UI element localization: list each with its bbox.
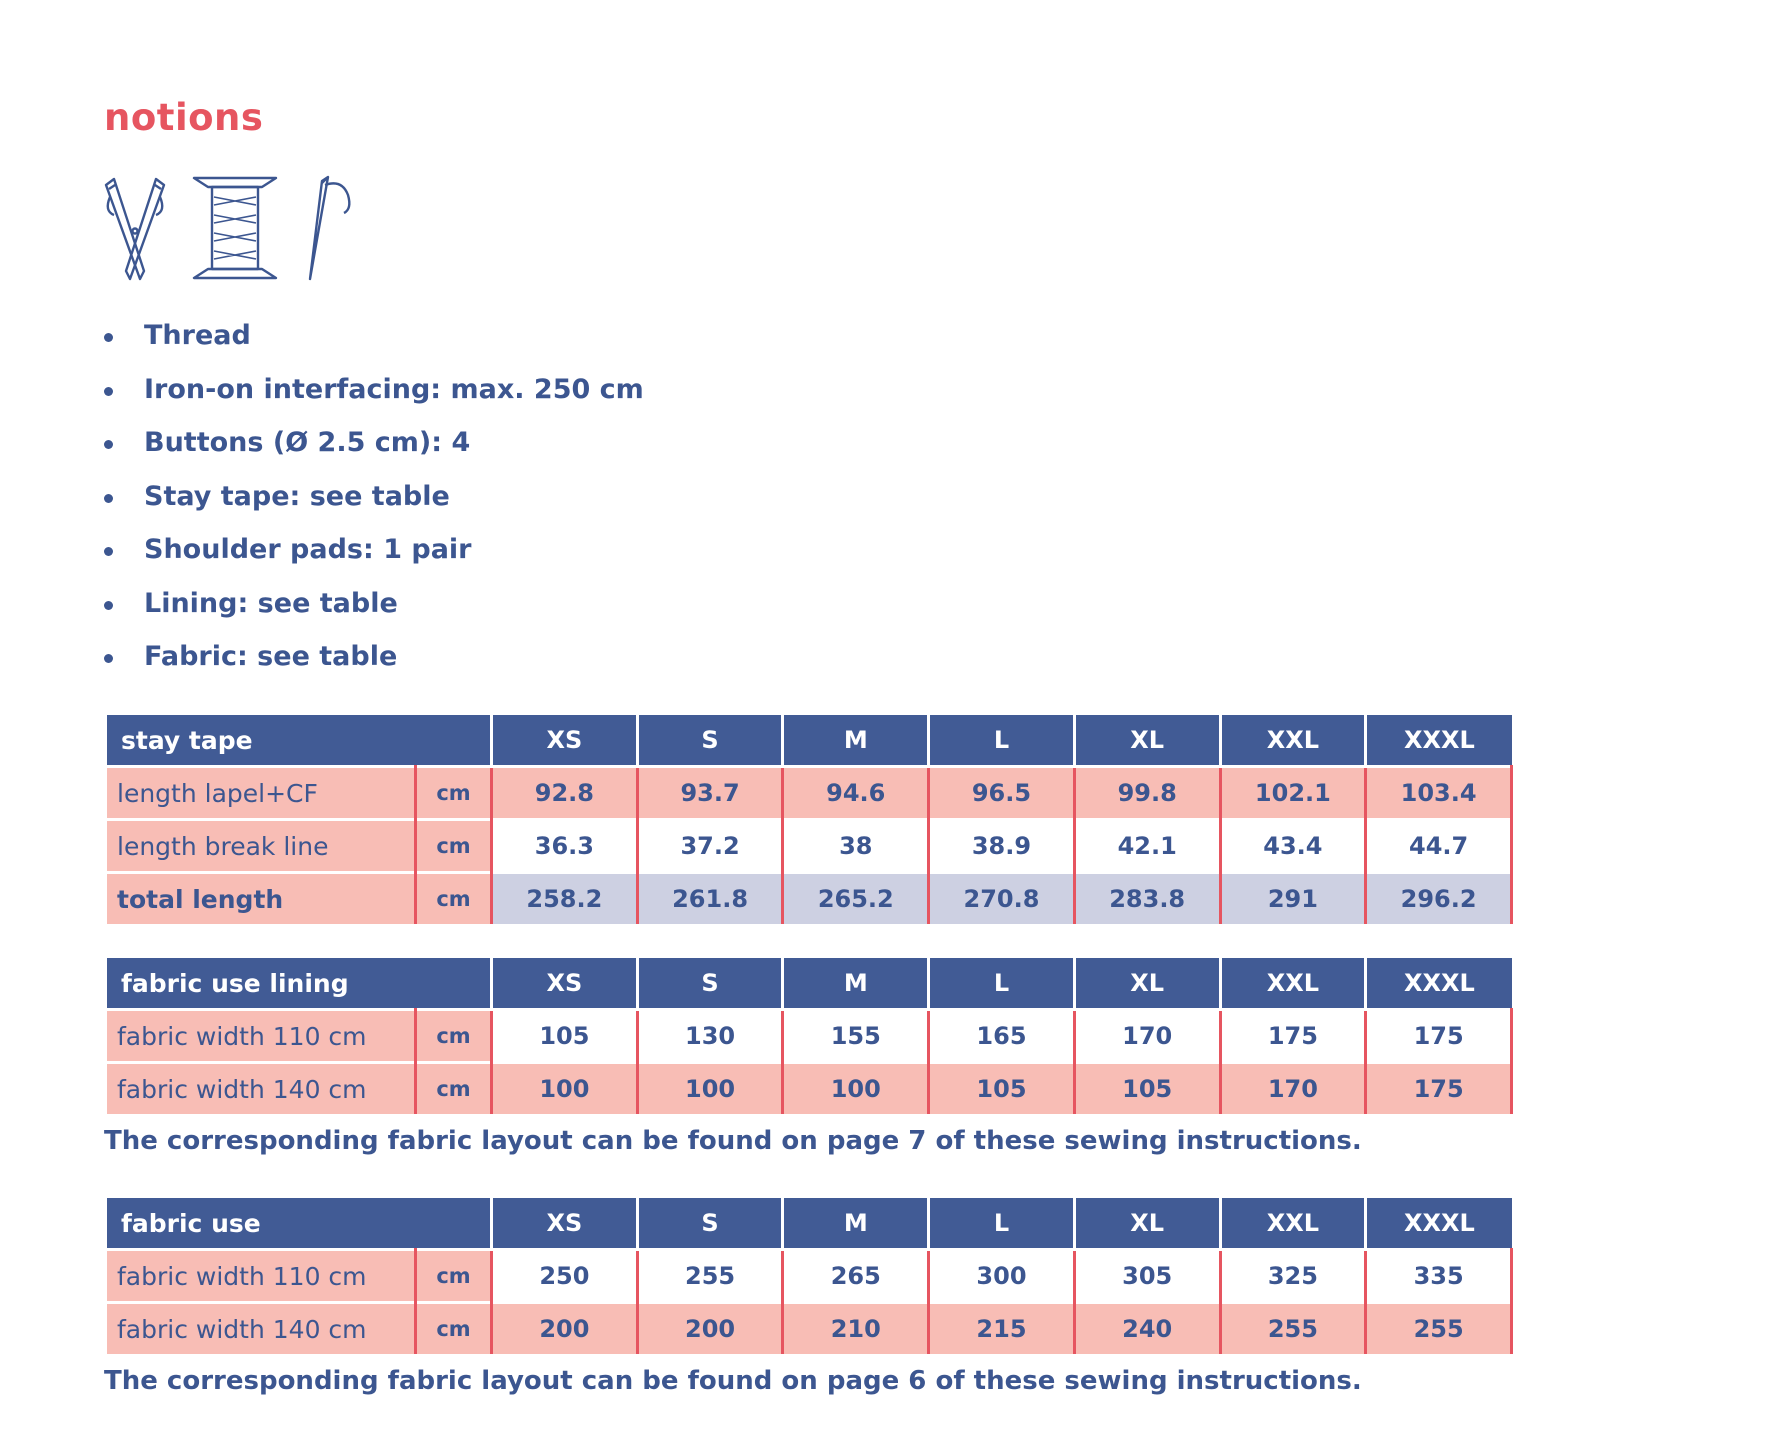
row-unit: cm bbox=[416, 767, 492, 820]
size-header: L bbox=[929, 957, 1075, 1010]
table-cell: 305 bbox=[1074, 1250, 1220, 1303]
table-cell: 265.2 bbox=[783, 873, 929, 925]
table-cell: 38.9 bbox=[929, 820, 1075, 873]
size-header: M bbox=[783, 957, 929, 1010]
row-label: total length bbox=[106, 873, 416, 925]
row-label: fabric width 110 cm bbox=[106, 1250, 416, 1303]
size-header: XS bbox=[492, 1197, 638, 1250]
fabric-use-lining-table bbox=[104, 955, 1513, 1114]
table-row bbox=[106, 1250, 1512, 1303]
table-cell: 258.2 bbox=[492, 873, 638, 925]
table-cell: 36.3 bbox=[492, 820, 638, 873]
table-cell: 175 bbox=[1366, 1063, 1512, 1115]
table-title: stay tape bbox=[106, 714, 492, 767]
table-row bbox=[106, 1063, 1512, 1115]
size-header: M bbox=[783, 714, 929, 767]
table-cell: 200 bbox=[637, 1303, 783, 1355]
list-item: Stay tape: see table bbox=[104, 479, 644, 533]
table-cell: 170 bbox=[1220, 1063, 1366, 1115]
size-header: XXXL bbox=[1366, 1197, 1512, 1250]
notions-icons bbox=[100, 175, 360, 281]
scissors-icon bbox=[100, 175, 170, 281]
table-cell: 200 bbox=[492, 1303, 638, 1355]
table-cell: 325 bbox=[1220, 1250, 1366, 1303]
size-header: XXXL bbox=[1366, 957, 1512, 1010]
size-header: M bbox=[783, 1197, 929, 1250]
row-unit: cm bbox=[416, 820, 492, 873]
fabric-layout-note: The corresponding fabric layout can be found on page 6 of these sewing instructions. bbox=[104, 1366, 1362, 1396]
table-header-row bbox=[106, 1197, 1512, 1250]
table-cell: 93.7 bbox=[637, 767, 783, 820]
table-cell: 43.4 bbox=[1220, 820, 1366, 873]
table-title: fabric use lining bbox=[106, 957, 492, 1010]
table-cell: 94.6 bbox=[783, 767, 929, 820]
size-header: XXXL bbox=[1366, 714, 1512, 767]
list-item: Buttons (Ø 2.5 cm): 4 bbox=[104, 425, 644, 479]
table-cell: 255 bbox=[1366, 1303, 1512, 1355]
size-header: XL bbox=[1074, 714, 1220, 767]
table-cell: 300 bbox=[929, 1250, 1075, 1303]
table-cell: 130 bbox=[637, 1010, 783, 1063]
table-cell: 255 bbox=[1220, 1303, 1366, 1355]
size-header: XXL bbox=[1220, 714, 1366, 767]
row-unit: cm bbox=[416, 1303, 492, 1355]
table-row bbox=[106, 820, 1512, 873]
table-cell: 155 bbox=[783, 1010, 929, 1063]
table-cell: 99.8 bbox=[1074, 767, 1220, 820]
fabric-layout-note: The corresponding fabric layout can be found on page 7 of these sewing instructions. bbox=[104, 1126, 1362, 1156]
table-cell: 105 bbox=[929, 1063, 1075, 1115]
fabric-use-table bbox=[104, 1195, 1513, 1354]
table-cell: 105 bbox=[1074, 1063, 1220, 1115]
size-header: S bbox=[637, 1197, 783, 1250]
table-cell: 37.2 bbox=[637, 820, 783, 873]
row-label: length lapel+CF bbox=[106, 767, 416, 820]
table-cell: 92.8 bbox=[492, 767, 638, 820]
list-item: Fabric: see table bbox=[104, 639, 644, 693]
table-cell: 100 bbox=[637, 1063, 783, 1115]
row-unit: cm bbox=[416, 873, 492, 925]
table-title: fabric use bbox=[106, 1197, 492, 1250]
table-cell: 240 bbox=[1074, 1303, 1220, 1355]
size-header: L bbox=[929, 1197, 1075, 1250]
table-cell: 270.8 bbox=[929, 873, 1075, 925]
size-header: XL bbox=[1074, 957, 1220, 1010]
size-header: L bbox=[929, 714, 1075, 767]
table-cell: 265 bbox=[783, 1250, 929, 1303]
row-unit: cm bbox=[416, 1010, 492, 1063]
table-row bbox=[106, 1010, 1512, 1063]
table-row bbox=[106, 1303, 1512, 1355]
notions-list bbox=[104, 318, 644, 693]
table-cell: 175 bbox=[1220, 1010, 1366, 1063]
stay-tape-table bbox=[104, 712, 1513, 924]
table-cell: 44.7 bbox=[1366, 820, 1512, 873]
table-cell: 175 bbox=[1366, 1010, 1512, 1063]
page-title: notions bbox=[104, 96, 264, 139]
list-item: Shoulder pads: 1 pair bbox=[104, 532, 644, 586]
size-header: XXL bbox=[1220, 1197, 1366, 1250]
size-header: XXL bbox=[1220, 957, 1366, 1010]
size-header: XS bbox=[492, 714, 638, 767]
row-unit: cm bbox=[416, 1063, 492, 1115]
list-item: Lining: see table bbox=[104, 586, 644, 640]
table-row bbox=[106, 767, 1512, 820]
row-label: fabric width 140 cm bbox=[106, 1063, 416, 1115]
size-header: XS bbox=[492, 957, 638, 1010]
table-cell: 215 bbox=[929, 1303, 1075, 1355]
table-cell: 100 bbox=[492, 1063, 638, 1115]
needle-icon bbox=[298, 175, 358, 281]
thread-spool-icon bbox=[192, 175, 278, 281]
row-label: fabric width 110 cm bbox=[106, 1010, 416, 1063]
table-cell: 105 bbox=[492, 1010, 638, 1063]
table-row bbox=[106, 873, 1512, 925]
table-cell: 100 bbox=[783, 1063, 929, 1115]
table-cell: 250 bbox=[492, 1250, 638, 1303]
list-item: Iron-on interfacing: max. 250 cm bbox=[104, 372, 644, 426]
list-item: Thread bbox=[104, 318, 644, 372]
row-unit: cm bbox=[416, 1250, 492, 1303]
row-label: fabric width 140 cm bbox=[106, 1303, 416, 1355]
table-cell: 103.4 bbox=[1366, 767, 1512, 820]
table-cell: 283.8 bbox=[1074, 873, 1220, 925]
table-cell: 42.1 bbox=[1074, 820, 1220, 873]
table-cell: 291 bbox=[1220, 873, 1366, 925]
table-cell: 96.5 bbox=[929, 767, 1075, 820]
size-header: S bbox=[637, 957, 783, 1010]
size-header: XL bbox=[1074, 1197, 1220, 1250]
table-header-row bbox=[106, 957, 1512, 1010]
table-cell: 38 bbox=[783, 820, 929, 873]
table-cell: 261.8 bbox=[637, 873, 783, 925]
table-cell: 210 bbox=[783, 1303, 929, 1355]
table-cell: 335 bbox=[1366, 1250, 1512, 1303]
table-cell: 165 bbox=[929, 1010, 1075, 1063]
table-cell: 102.1 bbox=[1220, 767, 1366, 820]
table-cell: 170 bbox=[1074, 1010, 1220, 1063]
row-label: length break line bbox=[106, 820, 416, 873]
table-header-row bbox=[106, 714, 1512, 767]
size-header: S bbox=[637, 714, 783, 767]
table-cell: 255 bbox=[637, 1250, 783, 1303]
table-cell: 296.2 bbox=[1366, 873, 1512, 925]
